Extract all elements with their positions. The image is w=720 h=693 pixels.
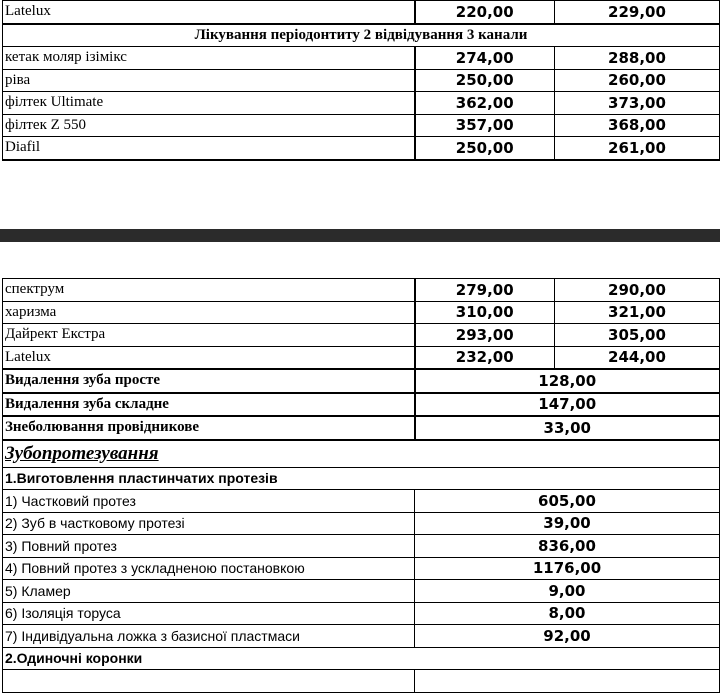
price-cell: 305,00 [555,324,720,347]
item-name: Дайрект Екстра [3,324,415,347]
table-row [3,625,720,648]
table-row [3,602,720,625]
price-cell: 244,00 [555,346,720,369]
item-name: Видалення зуба складне [3,393,415,417]
table-row [3,47,720,70]
item-name: 4) Повний протез з ускладненою постановкою [3,557,415,580]
item-name: 7) Індивідуальна ложка з базисної пластмаси [3,625,415,648]
table-row [3,24,720,47]
price-cell: 321,00 [555,301,720,324]
group-title: 1.Виготовлення пластинчатих протезів [3,467,720,490]
table-row [3,369,720,393]
item-name: кетак моляр ізімікс [3,47,415,70]
price-cell: 250,00 [415,69,555,92]
price-cell: 310,00 [415,301,555,324]
item-name: філтек Ultimate [3,92,415,115]
table-row [3,440,720,468]
page-divider [0,229,720,242]
price-cell: 8,00 [415,602,720,625]
price-cell: 368,00 [555,114,720,137]
table-row [3,416,720,440]
price-cell: 147,00 [415,393,720,417]
price-cell: 128,00 [415,369,720,393]
price-table-bottom-body [3,279,720,693]
price-cell: 261,00 [555,137,720,160]
price-cell: 373,00 [555,92,720,115]
item-name: ріва [3,69,415,92]
item-name: Видалення зуба просте [3,369,415,393]
price-cell: 362,00 [415,92,555,115]
price-cell: 279,00 [415,279,555,302]
table-row [3,279,720,302]
table-row [3,535,720,558]
table-row [3,301,720,324]
price-cell: 92,00 [415,625,720,648]
item-name: Latelux [3,1,415,24]
price-cell: 274,00 [415,47,555,70]
price-cell [415,670,720,693]
price-cell: 290,00 [555,279,720,302]
section-title: Зубопротезування [3,440,720,468]
table-row [3,512,720,535]
item-name: Diafil [3,137,415,160]
table-row [3,69,720,92]
price-cell: 39,00 [415,512,720,535]
table-row [3,393,720,417]
price-cell: 220,00 [415,1,555,24]
price-cell: 232,00 [415,346,555,369]
table-row [3,490,720,513]
price-cell: 836,00 [415,535,720,558]
item-name: харизма [3,301,415,324]
price-cell: 9,00 [415,580,720,603]
table-row [3,346,720,369]
price-cell: 288,00 [555,47,720,70]
item-name: Latelux [3,346,415,369]
price-table-top [2,0,720,161]
table-row [3,324,720,347]
price-cell: 605,00 [415,490,720,513]
price-cell: 229,00 [555,1,720,24]
price-cell: 33,00 [415,416,720,440]
item-name: філтек Z 550 [3,114,415,137]
table-row [3,580,720,603]
price-cell: 1176,00 [415,557,720,580]
item-name: 1) Частковий протез [3,490,415,513]
price-table-bottom [2,278,720,693]
item-name [3,670,415,693]
table-row [3,114,720,137]
table-row [3,670,720,693]
price-cell: 293,00 [415,324,555,347]
price-cell: 260,00 [555,69,720,92]
group-title: 2.Одиночні коронки [3,647,720,670]
item-name: 6) Ізоляція торуса [3,602,415,625]
item-name: 3) Повний протез [3,535,415,558]
item-name: 5) Кламер [3,580,415,603]
table-row [3,467,720,490]
item-name: Знеболювання провідникове [3,416,415,440]
price-cell: 357,00 [415,114,555,137]
table-row [3,1,720,24]
table-row [3,557,720,580]
price-table-top-body [3,1,720,160]
table-row [3,92,720,115]
table-row [3,137,720,160]
price-cell: 250,00 [415,137,555,160]
table-row [3,647,720,670]
item-name: спектрум [3,279,415,302]
item-name: 2) Зуб в частковому протезі [3,512,415,535]
section-subheader: Лікування періодонтиту 2 відвідування 3 канали [3,24,720,47]
